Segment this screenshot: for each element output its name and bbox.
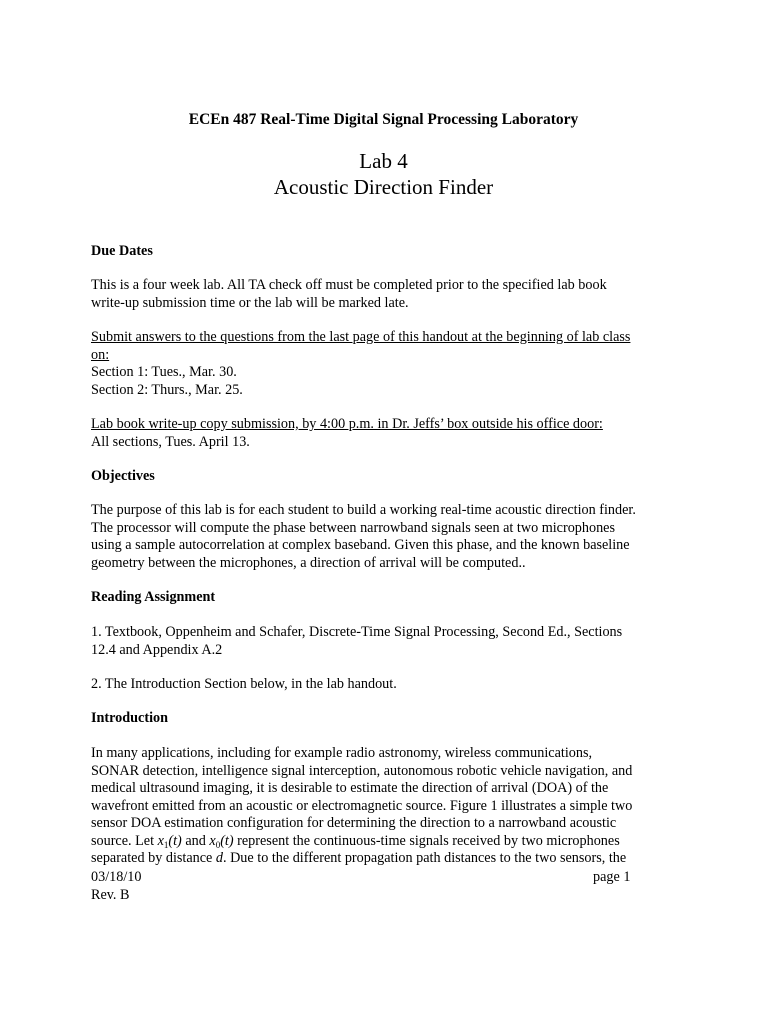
- x0-subscript: 0: [215, 839, 221, 850]
- section-1-date: Section 1: Tues., Mar. 30.: [91, 364, 237, 380]
- submit-answers: [91, 329, 676, 399]
- introduction-line: medical ultrasound imaging, it is desirable to estimate the direction of arrival (DOA) of the: [91, 780, 609, 796]
- introduction-section: [91, 710, 676, 728]
- objectives-line: The purpose of this lab is for each student to build a working real-time acoustic direction finder.: [91, 502, 636, 518]
- x0-variable: x: [209, 832, 216, 849]
- course-title: ECEn 487 Real-Time Digital Signal Processing Laboratory: [188, 111, 579, 128]
- objectives-heading: Objectives: [91, 468, 155, 484]
- introduction-text: [91, 745, 676, 868]
- intro-text-fragment: source. Let: [91, 832, 158, 849]
- intro-text-fragment: represent the continuous-time signals received by two microphones: [233, 832, 620, 849]
- introduction-line: SONAR detection, intelligence signal interception, autonomous robotic vehicle navigation, and: [91, 762, 633, 779]
- due-dates-heading: Due Dates: [91, 243, 153, 259]
- submit-answers-line: Submit answers to the questions from the last page of this handout at the beginning of lab class: [91, 329, 631, 345]
- page-number: page 1: [593, 869, 631, 885]
- d-variable: d: [215, 850, 223, 866]
- objectives-section: [91, 468, 676, 486]
- introduction-heading: Introduction: [91, 710, 168, 726]
- footer-date: 03/18/10: [91, 869, 142, 885]
- introduction-line: [91, 850, 676, 868]
- due-dates-intro-line: This is a four week lab. All TA check off must be completed prior to the specified lab book: [91, 277, 607, 293]
- page-footer: [91, 869, 676, 904]
- introduction-line: [91, 833, 676, 851]
- due-dates-intro: [91, 277, 676, 312]
- all-sections-date: All sections, Tues. April 13.: [91, 433, 250, 450]
- footer-row: [91, 869, 676, 887]
- objectives-text: [91, 502, 676, 572]
- objectives-line: The processor will compute the phase between narrowband signals seen at two microphones: [91, 519, 615, 536]
- intro-text-fragment: separated by distance: [91, 850, 216, 866]
- due-dates-section: [91, 243, 676, 261]
- x1-argument: (t): [168, 832, 182, 849]
- introduction-line: sensor DOA estimation configuration for determining the direction to a narrowband acoustic: [91, 815, 617, 831]
- lab-title: Acoustic Direction Finder: [273, 175, 494, 199]
- writeup-submission: [91, 416, 676, 451]
- objectives-line: geometry between the microphones, a direction of arrival will be computed..: [91, 554, 526, 571]
- submit-answers-line: on:: [91, 346, 110, 363]
- section-2-date: Section 2: Thurs., Mar. 25.: [91, 381, 243, 398]
- introduction-line: wavefront emitted from an acoustic or electromagnetic source. Figure 1 illustrates a simple two: [91, 797, 633, 814]
- reading-item-line: 2. The Introduction Section below, in the lab handout.: [91, 676, 397, 692]
- writeup-submission-line: Lab book write-up copy submission, by 4:00 p.m. in Dr. Jeffs’ box outside his office door:: [91, 416, 603, 432]
- reading-item-line: 12.4 and Appendix A.2: [91, 641, 223, 658]
- objectives-line: using a sample autocorrelation at complex baseband. Given this phase, and the known baseline: [91, 537, 630, 553]
- due-dates-intro-line: write-up submission time or the lab will be marked late.: [91, 294, 409, 311]
- x0-argument: (t): [220, 832, 234, 849]
- reading-item-line: 1. Textbook, Oppenheim and Schafer, Discrete-Time Signal Processing, Second Ed., Sections: [91, 624, 623, 640]
- reading-item-1: [91, 624, 676, 659]
- lab-number: Lab 4: [359, 149, 408, 173]
- x1-subscript: 1: [163, 839, 169, 850]
- intro-text-fragment: and: [181, 832, 210, 849]
- introduction-line: In many applications, including for example radio astronomy, wireless communications,: [91, 745, 593, 761]
- reading-heading: Reading Assignment: [91, 589, 216, 605]
- intro-text-fragment: . Due to the different propagation path distances to the two sensors, the: [222, 850, 627, 866]
- reading-section: [91, 589, 676, 607]
- revision: Rev. B: [91, 886, 130, 903]
- x1-variable: x: [157, 832, 164, 849]
- reading-item-2: [91, 676, 676, 694]
